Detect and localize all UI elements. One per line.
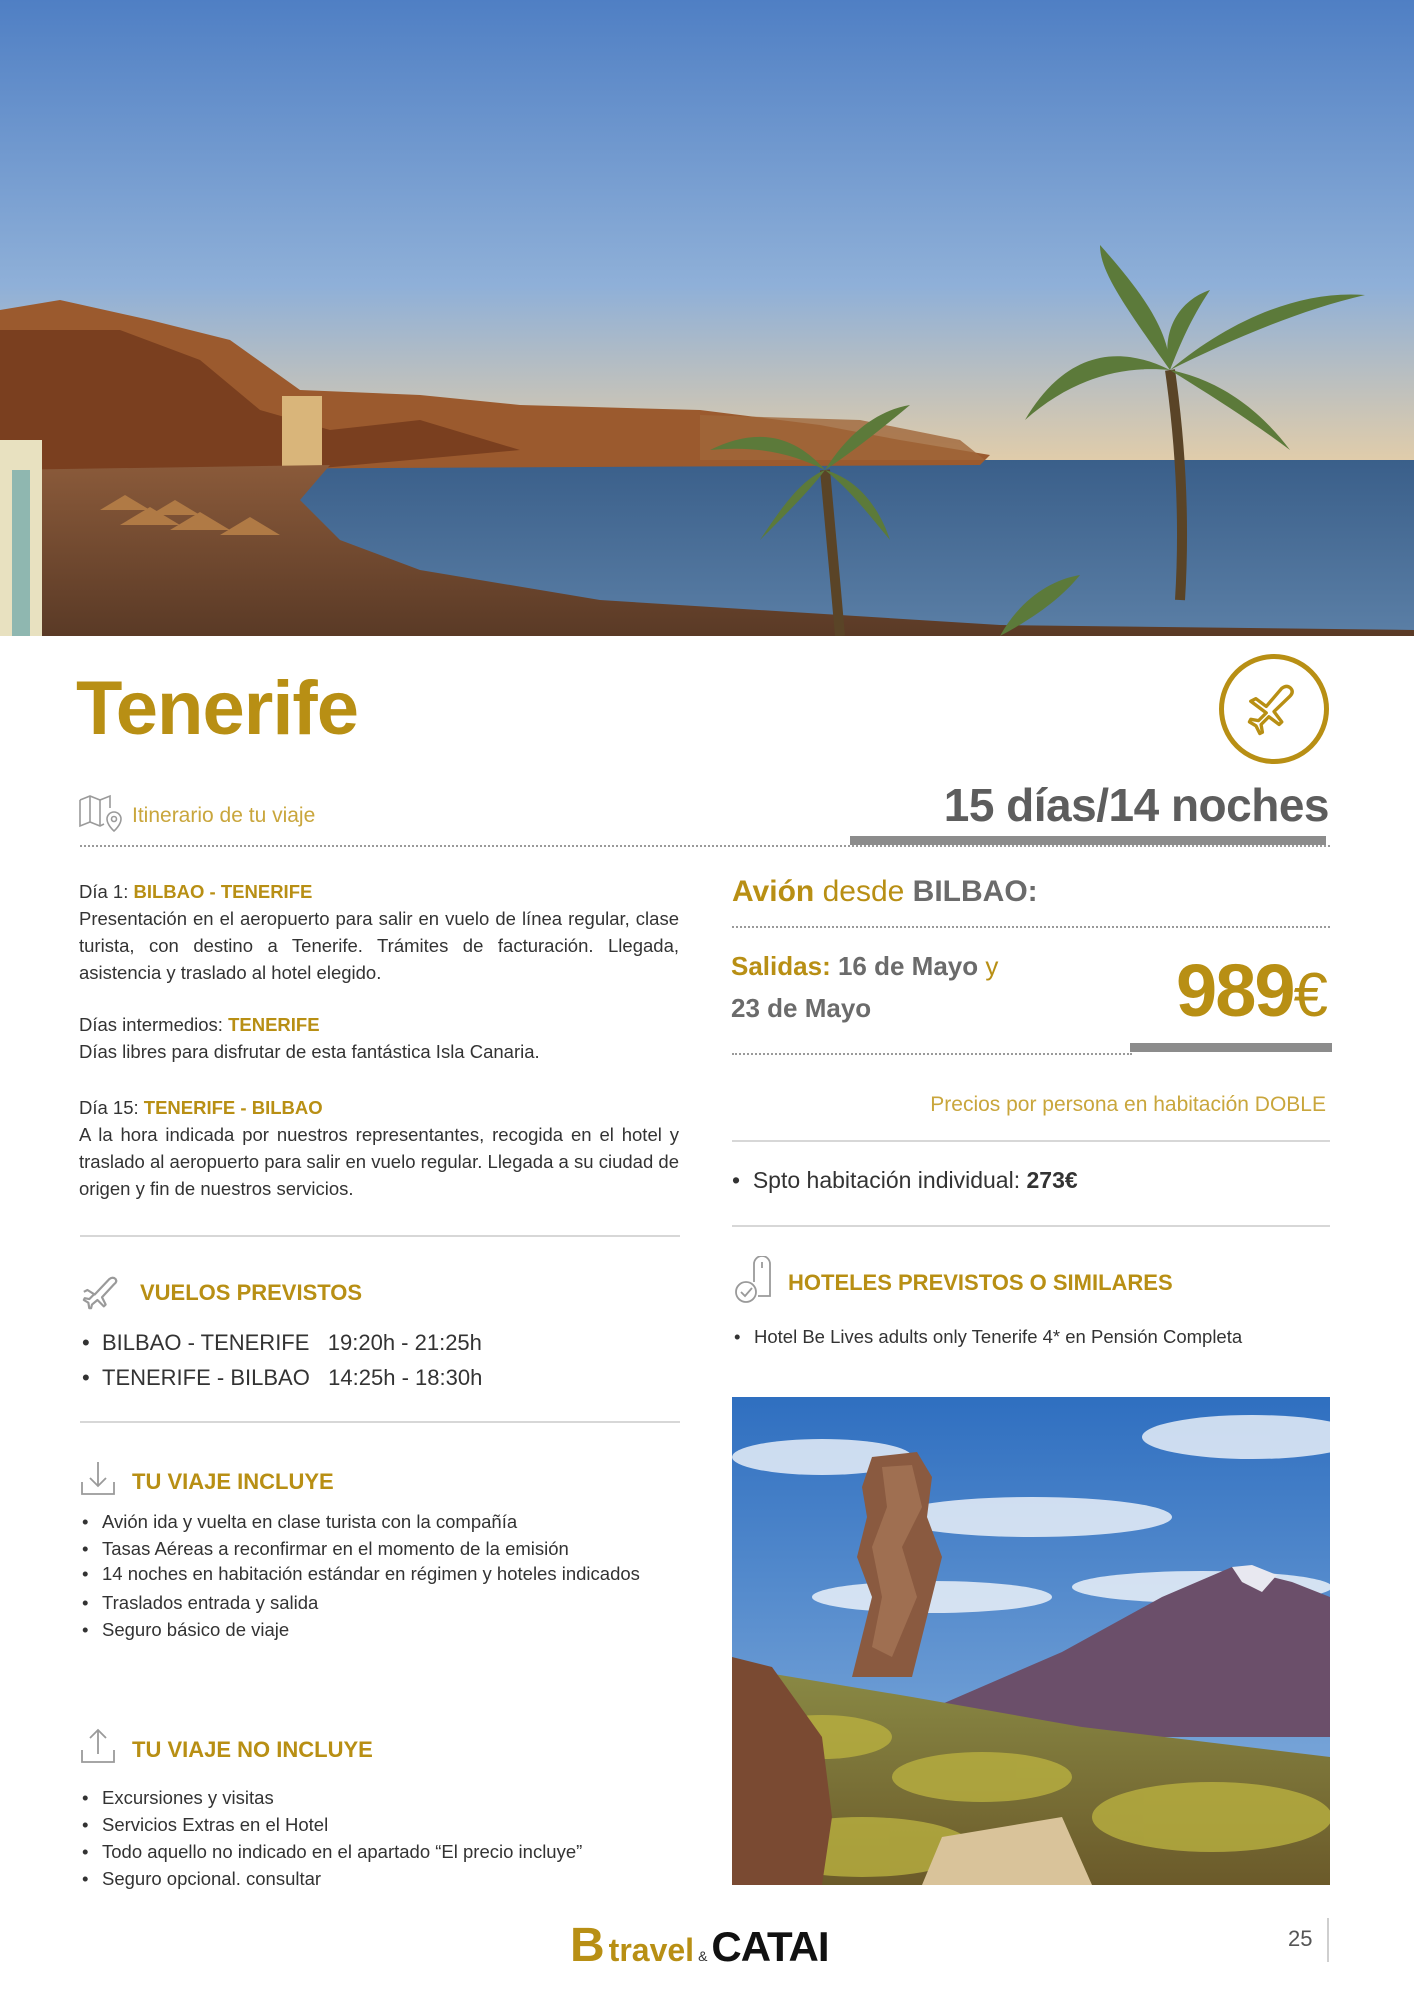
origin-city: BILBAO: [912, 875, 1038, 908]
list-item: • Todo aquello no indicado en el apartado “El precio incluye” [80, 1838, 700, 1865]
logo-travel: travel [608, 1932, 695, 1968]
list-item [80, 1325, 482, 1360]
includes-list [80, 1508, 640, 1643]
flight-route: TENERIFE - BILBAO [102, 1365, 310, 1390]
day-block [79, 1094, 679, 1202]
transport: Avión [732, 875, 815, 908]
day-place: BILBAO - TENERIFE [133, 881, 313, 902]
download-icon [80, 1460, 116, 1504]
list-item: • Servicios Extras en el Hotel [80, 1811, 700, 1838]
hotel-icon [732, 1256, 772, 1310]
excludes-title [80, 1728, 373, 1772]
includes-title-text: TU VIAJE INCLUYE [132, 1469, 334, 1494]
list-item: • Avión ida y vuelta en clase turista con la compañía [80, 1508, 640, 1535]
logo-catai: CATAI [711, 1923, 829, 1970]
day-label: Día 15: [79, 1097, 139, 1118]
divider [80, 1235, 680, 1237]
departures-label: Salidas [731, 951, 823, 981]
plane-icon [1219, 654, 1329, 764]
price-currency: € [1293, 961, 1326, 1030]
day-label: Día 1: [79, 881, 129, 902]
price [1176, 948, 1326, 1033]
duration-underline [850, 836, 1326, 845]
departure-date: 23 de Mayo [731, 993, 872, 1023]
list-item: • Seguro básico de viaje [80, 1616, 640, 1643]
flights-title-text: VUELOS PREVISTOS [140, 1280, 363, 1305]
upload-icon [80, 1728, 116, 1772]
brand-logo [570, 1918, 829, 1973]
flights-title [80, 1270, 362, 1316]
supplement: • Spto habitación individual: 273€ [732, 1167, 1078, 1193]
flight-time: 14:25h - 18:30h [328, 1365, 483, 1390]
logo-amp: & [698, 1948, 708, 1964]
day-text: A la hora indicada por nuestros representantes, recogida en el hotel y traslado al aeropuerto para salir en vuelo regular. Llegada a su ciudad de origen y fin de nuestros servicios. [79, 1124, 679, 1199]
divider [732, 1225, 1330, 1227]
hotels-title [732, 1256, 1173, 1310]
list-item: • Hotel Be Lives adults only Tenerife 4* en Pensión Completa [732, 1323, 1332, 1350]
price-underline [1130, 1043, 1332, 1052]
supplement-value: 273€ [1026, 1167, 1078, 1193]
logo-b: B [570, 1919, 605, 1972]
destination-title: Tenerife [76, 666, 359, 751]
price-note: Precios por persona en habitación DOBLE [930, 1093, 1326, 1116]
day-text: Presentación en el aeropuerto para salir en vuelo de línea regular, clase turista, con destino a Tenerife. Trámites de facturación. Llegada, asistencia y traslado al hotel elegido. [79, 908, 679, 983]
day-label: Días intermedios: [79, 1014, 223, 1035]
day-block [79, 878, 679, 986]
supplement-label: Spto habitación individual: [752, 1167, 1021, 1193]
divider [80, 1421, 680, 1423]
itinerary-label: Itinerario de tu viaje [132, 804, 316, 827]
departures: Salidas: 16 de Mayo y 23 de Mayo [731, 945, 998, 1029]
flight-route: BILBAO - TENERIFE [102, 1330, 310, 1355]
hotels-title-text: HOTELES PREVISTOS O SIMILARES [788, 1270, 1173, 1295]
offer-heading [732, 875, 1038, 909]
day-place: TENERIFE - BILBAO [143, 1097, 323, 1118]
divider [1327, 1918, 1329, 1962]
hero-beach-photo [0, 0, 1414, 636]
flights-list [80, 1325, 482, 1395]
price-value: 989 [1176, 949, 1294, 1032]
departure-date: 16 de Mayo [837, 951, 979, 981]
excludes-list [80, 1784, 700, 1892]
teide-photo [732, 1397, 1330, 1885]
list-item: • Traslados entrada y salida [80, 1589, 640, 1616]
includes-title [80, 1460, 334, 1504]
day-text: Días libres para disfrutar de esta fantástica Isla Canaria. [79, 1041, 540, 1062]
divider [732, 1140, 1330, 1142]
departures-and: y [985, 951, 999, 981]
divider [732, 926, 1330, 928]
list-item [80, 1360, 482, 1395]
map-pin-icon [78, 792, 124, 840]
from-word: desde [822, 875, 905, 908]
page-number: 25 [1288, 1926, 1313, 1951]
list-item: • Seguro opcional. consultar [80, 1865, 700, 1892]
list-item: • Excursiones y visitas [80, 1784, 700, 1811]
divider [732, 1053, 1132, 1055]
itinerary-header [78, 792, 315, 840]
plane-takeoff-icon [80, 1270, 124, 1316]
hotels-list [732, 1323, 1332, 1350]
list-item: • Tasas Aéreas a reconfirmar en el momento de la emisión [80, 1535, 640, 1562]
duration: 15 días/14 noches [943, 779, 1329, 831]
divider [80, 845, 1330, 847]
day-block [79, 1011, 679, 1065]
list-item: • 14 noches en habitación estándar en régimen y hoteles indicados [80, 1562, 640, 1585]
excludes-title-text: TU VIAJE NO INCLUYE [132, 1737, 373, 1762]
flight-time: 19:20h - 21:25h [327, 1330, 482, 1355]
day-place: TENERIFE [228, 1014, 320, 1035]
